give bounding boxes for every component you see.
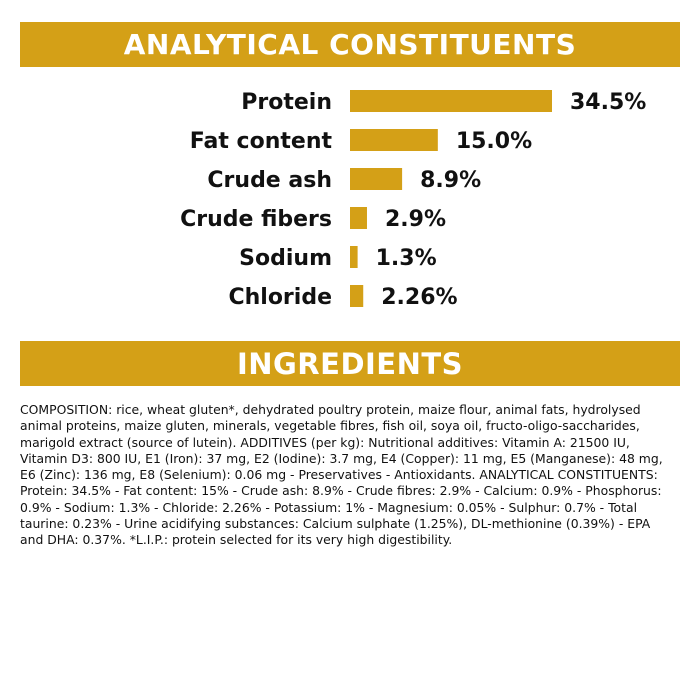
ingredients-title: INGREDIENTS [236,346,464,381]
ingredients-line: E6 (Zinc): 136 mg, E8 (Selenium): 0.06 mg - Preservatives - Antioxidants. ANALYTICAL CONSTITUENTS: [20,467,658,483]
value-label: 15.0% [455,129,533,154]
ingredients-line: marigold extract (source of lutein). ADDITIVES (per kg): Nutritional additives: Vitamin A: 21500 IU, [20,434,630,450]
bar-crude-ash [350,168,402,190]
bar-protein [350,90,552,112]
ingredients-line: animal proteins, maize gluten, minerals, vegetable fibres, fish oil, soya oil, fructo-oligo-saccharides, [20,418,640,434]
category-label: Protein [241,90,332,115]
ingredients-line: and DHA: 0.37%. *L.I.P.: protein selected for its very high digestibility. [20,532,453,548]
bar-chloride [350,285,363,307]
value-label: 2.9% [384,207,446,232]
ingredients-line: COMPOSITION: rice, wheat gluten*, dehydrated poultry protein, maize flour, animal fats, hydrolysed [20,402,641,417]
category-label: Crude fibers [180,207,332,232]
bar-crude-fibers [350,207,367,229]
ingredients-line: Vitamin D3: 800 IU, E1 (Iron): 37 mg, E2 (Iodine): 3.7 mg, E4 (Copper): 11 mg, E5 (Manganese): 48 mg, [20,450,663,466]
value-label: 2.26% [381,285,458,310]
analytical-constituents-banner [20,22,680,67]
category-label: Chloride [228,285,332,310]
analytical-constituents-chart [0,80,700,320]
category-label: Crude ash [207,168,332,193]
category-label: Fat content [189,129,332,154]
ingredients-banner [20,341,680,386]
value-label: 1.3% [375,246,437,271]
category-label: Sodium [239,246,332,271]
value-label: 34.5% [570,90,647,115]
value-label: 8.9% [420,168,482,193]
analytical-constituents-title: ANALYTICAL CONSTITUENTS [123,28,577,61]
bar-fat-content [350,129,438,151]
ingredients-line: 0.9% - Sodium: 1.3% - Chloride: 2.26% - Potassium: 1% - Magnesium: 0.05% - Sulphur: 0.7% - Total [20,499,638,515]
bar-sodium [350,246,358,268]
ingredients-line: taurine: 0.23% - Urine acidifying substances: Calcium sulphate (1.25%), DL-methionine (0.39%) - EPA [20,516,651,532]
ingredients-composition-text [20,402,684,549]
ingredients-line: Protein: 34.5% - Fat content: 15% - Crude ash: 8.9% - Crude fibres: 2.9% - Calcium: 0.9% - Phosphorus: [20,483,662,499]
